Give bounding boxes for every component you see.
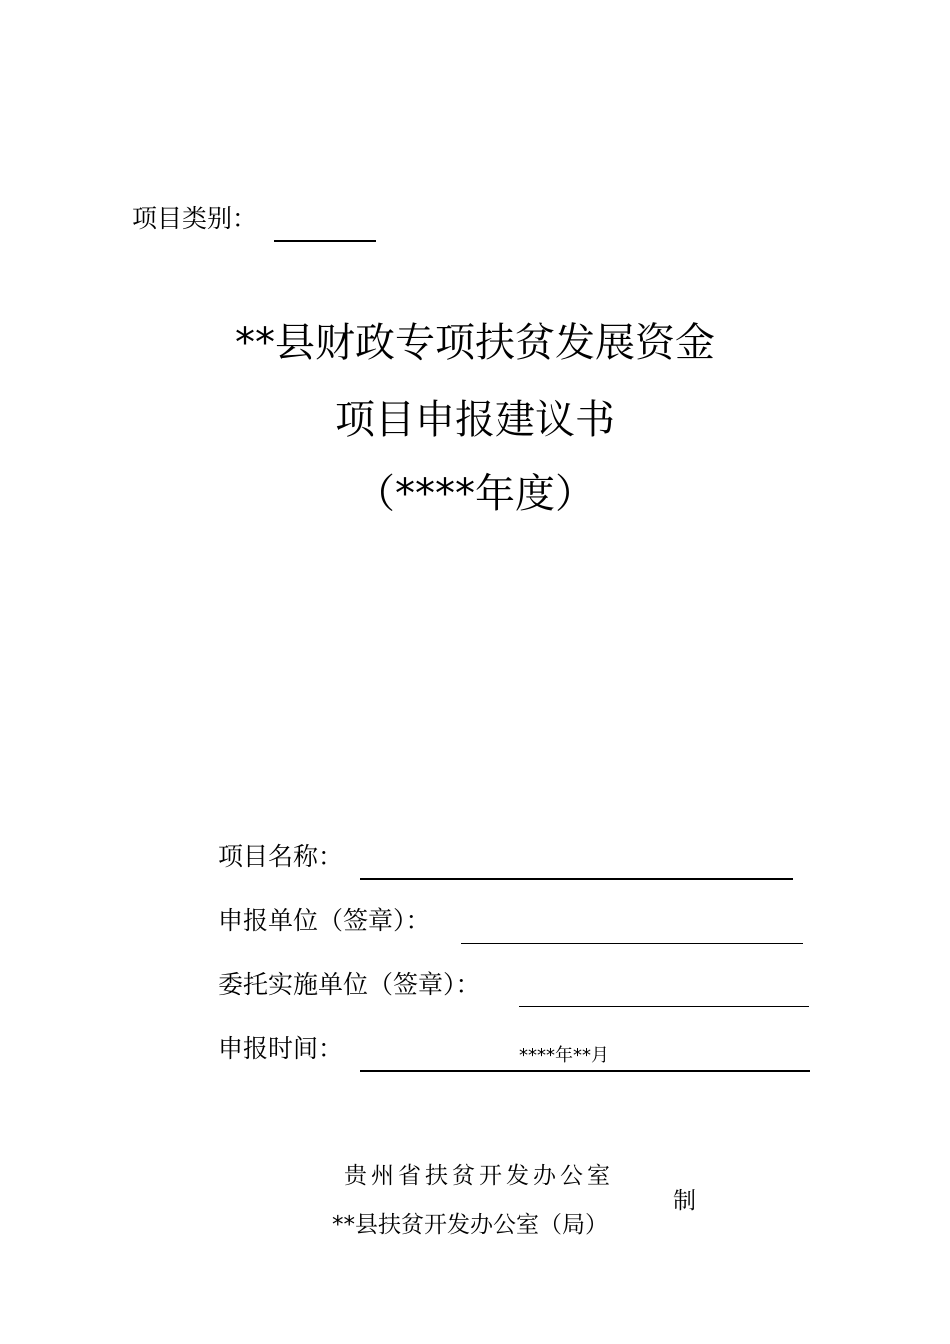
- document-title-year: （****年度）: [355, 471, 595, 517]
- application-date-label: 申报时间：: [218, 1034, 344, 1063]
- document-title-line-1: **县财政专项扶贫发展资金: [235, 320, 715, 366]
- delegated-unit-label: 委托实施单位（签章）：: [218, 970, 481, 999]
- project-category-blank[interactable]: [274, 240, 376, 242]
- issued-by-mark: 制: [673, 1188, 696, 1214]
- applicant-blank[interactable]: [461, 943, 803, 944]
- applicant-label: 申报单位（签章）：: [218, 906, 431, 935]
- issuer-county-office: **县扶贫开发办公室（局）: [332, 1212, 608, 1238]
- application-date-blank[interactable]: [360, 1070, 810, 1072]
- project-category-label: 项目类别：: [132, 204, 258, 233]
- document-title-line-2: 项目申报建议书: [335, 397, 615, 443]
- project-name-label: 项目名称：: [218, 842, 344, 871]
- application-date-value: ****年**月: [519, 1045, 609, 1066]
- issuer-provincial-office: 贵州省扶贫开发办公室: [344, 1163, 614, 1189]
- delegated-unit-blank[interactable]: [519, 1006, 809, 1007]
- project-name-blank[interactable]: [360, 878, 793, 880]
